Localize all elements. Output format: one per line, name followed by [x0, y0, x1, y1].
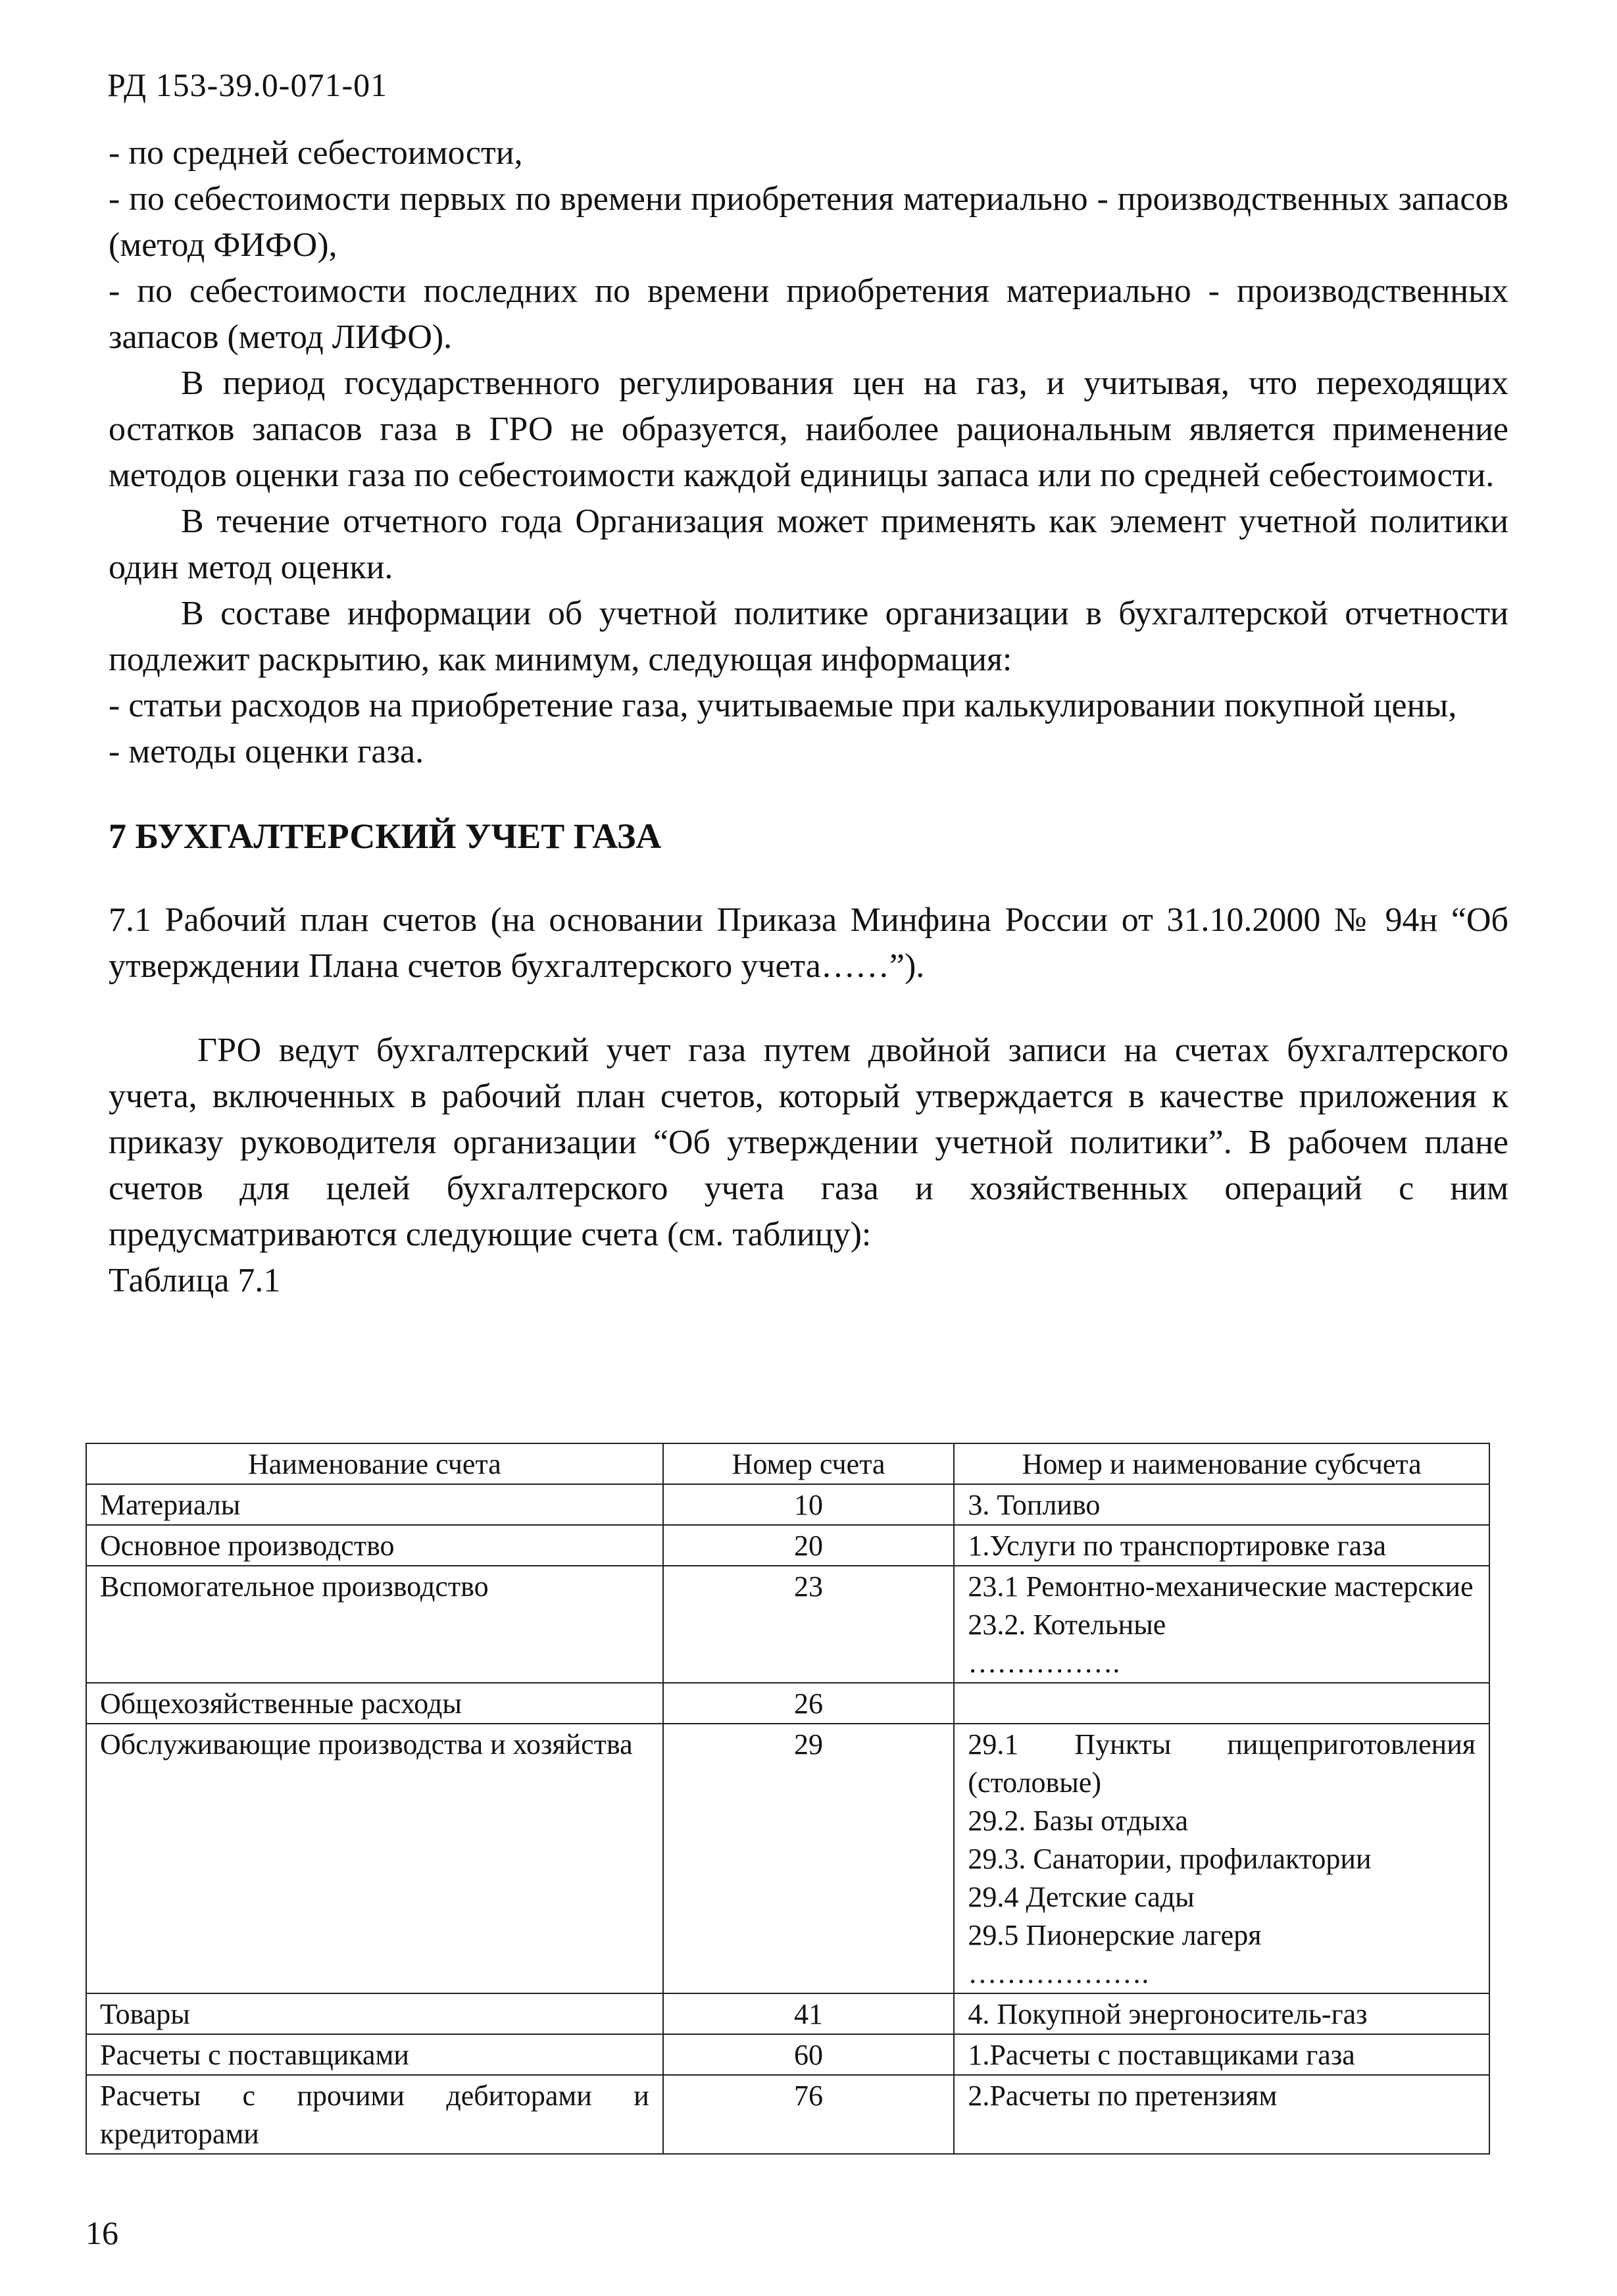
subaccount-line: 2.Расчеты по претензиям [968, 2080, 1278, 2112]
table-row [86, 1484, 1489, 1525]
account-number: 76 [663, 2075, 955, 2154]
subaccount [954, 1566, 1489, 1683]
subaccount-line: 29.1 Пункты пищеприготовления (столовые) [968, 1728, 1476, 1799]
table-body [86, 1484, 1489, 2154]
subaccount [954, 1724, 1489, 1993]
subaccount-line: 1.Расчеты с поставщиками газа [968, 2039, 1355, 2071]
subaccount [954, 2034, 1489, 2075]
account-number: 60 [663, 2034, 955, 2075]
table-row [86, 1566, 1489, 1683]
paragraph-lifo: - по себестоимости последних по времени приобретения материально - производственных запасов (метод ЛИФО). [109, 272, 1508, 356]
header-account-name: Наименование счета [86, 1443, 663, 1484]
paragraph-one-method: В течение отчетного года Организация может применять как элемент учетной политики один метод оценки. [109, 503, 1508, 586]
section-title: 7 БУХГАЛТЕРСКИЙ УЧЕТ ГАЗА [109, 816, 662, 856]
account-name: Основное производство [86, 1525, 663, 1566]
paragraph-double-entry: ГРО ведут бухгалтерский учет газа путем двойной записи на счетах бухгалтерского учета, включенных в рабочий план счетов, который утверждается в качестве приложения к приказу руководителя организации “Об утверждении учетной политики”. В рабочем плане счетов для целей бухгалтерского учета газа и хозяйственных операций с ним предусматриваются следующие счета (см. таблицу): [109, 1032, 1508, 1253]
table-row [86, 1683, 1489, 1724]
subaccount-line: 29.4 Детские сады [968, 1881, 1195, 1913]
account-number: 41 [663, 1993, 955, 2034]
account-name: Товары [86, 1993, 663, 2034]
table-row [86, 1993, 1489, 2034]
account-name: Общехозяйственные расходы [86, 1683, 663, 1724]
account-number: 23 [663, 1566, 955, 1683]
subaccount [954, 2075, 1489, 2154]
paragraph-average-cost: - по средней себестоимости, [109, 134, 523, 172]
clause-7-1: 7.1 Рабочий план счетов (на основании Приказа Минфина России от 31.10.2000 № 94н “Об утверждении Плана счетов бухгалтерского учета……”). [109, 901, 1508, 985]
subaccount-line: ……………. [968, 1647, 1120, 1679]
subaccount [954, 1683, 1489, 1724]
account-name: Вспомогательное производство [86, 1566, 663, 1683]
paragraph-fifo: - по себестоимости первых по времени приобретения материально - производственных запасов (метод ФИФО), [109, 180, 1508, 264]
header-account-number: Номер счета [663, 1443, 955, 1484]
subaccount-line: ………………. [968, 1957, 1149, 1989]
subaccount-line: 29.5 Пионерские лагеря [968, 1919, 1262, 1951]
paragraph-regulation: В период государственного регулирования цен на газ, и учитывая, что переходящих остатков запасов газа в ГРО не образуется, наиболее рациональным является применение методов оценки газа по себестоимости каждой единицы запаса или по средней себестоимости. [109, 364, 1508, 494]
table-row [86, 1724, 1489, 1993]
subaccount-line: 29.3. Санатории, профилактории [968, 1843, 1372, 1875]
table-row [86, 2075, 1489, 2154]
document-body [109, 130, 1508, 1304]
subaccount [954, 1484, 1489, 1525]
account-number: 10 [663, 1484, 955, 1525]
paragraph-expense-items: - статьи расходов на приобретение газа, учитываемые при калькулировании покупной цены, [109, 687, 1457, 724]
account-name: Расчеты с поставщиками [86, 2034, 663, 2075]
subaccount-line: 23.2. Котельные [968, 1609, 1166, 1641]
paragraph-valuation-methods: - методы оценки газа. [109, 733, 424, 770]
subaccount-line: 3. Топливо [968, 1489, 1101, 1521]
account-number: 20 [663, 1525, 955, 1566]
subaccount-line: 1.Услуги по транспортировке газа [968, 1530, 1387, 1562]
table-row [86, 2034, 1489, 2075]
table-caption: Таблица 7.1 [109, 1262, 281, 1299]
account-number: 26 [663, 1683, 955, 1724]
accounts-table [86, 1443, 1490, 2155]
subaccount-line: 29.2. Базы отдыха [968, 1805, 1189, 1837]
subaccount-line: 23.1 Ремонтно-механические мастерские [968, 1570, 1474, 1603]
header-subaccount: Номер и наименование субсчета [954, 1443, 1489, 1484]
subaccount-line: 4. Покупной энергоноситель-газ [968, 1998, 1368, 2030]
account-name: Обслуживающие производства и хозяйства [86, 1724, 663, 1993]
account-number: 29 [663, 1724, 955, 1993]
table-header-row [86, 1443, 1489, 1484]
page-number: 16 [86, 2214, 118, 2251]
subaccount [954, 1525, 1489, 1566]
account-name: Материалы [86, 1484, 663, 1525]
subaccount [954, 1993, 1489, 2034]
document-code-header: РД 153-39.0-071-01 [107, 66, 388, 103]
table-row [86, 1525, 1489, 1566]
account-name: Расчеты с прочими дебиторами и кредиторами [86, 2075, 663, 2154]
paragraph-disclosure: В составе информации об учетной политике организации в бухгалтерской отчетности подлежит раскрытию, как минимум, следующая информация: [109, 595, 1508, 678]
